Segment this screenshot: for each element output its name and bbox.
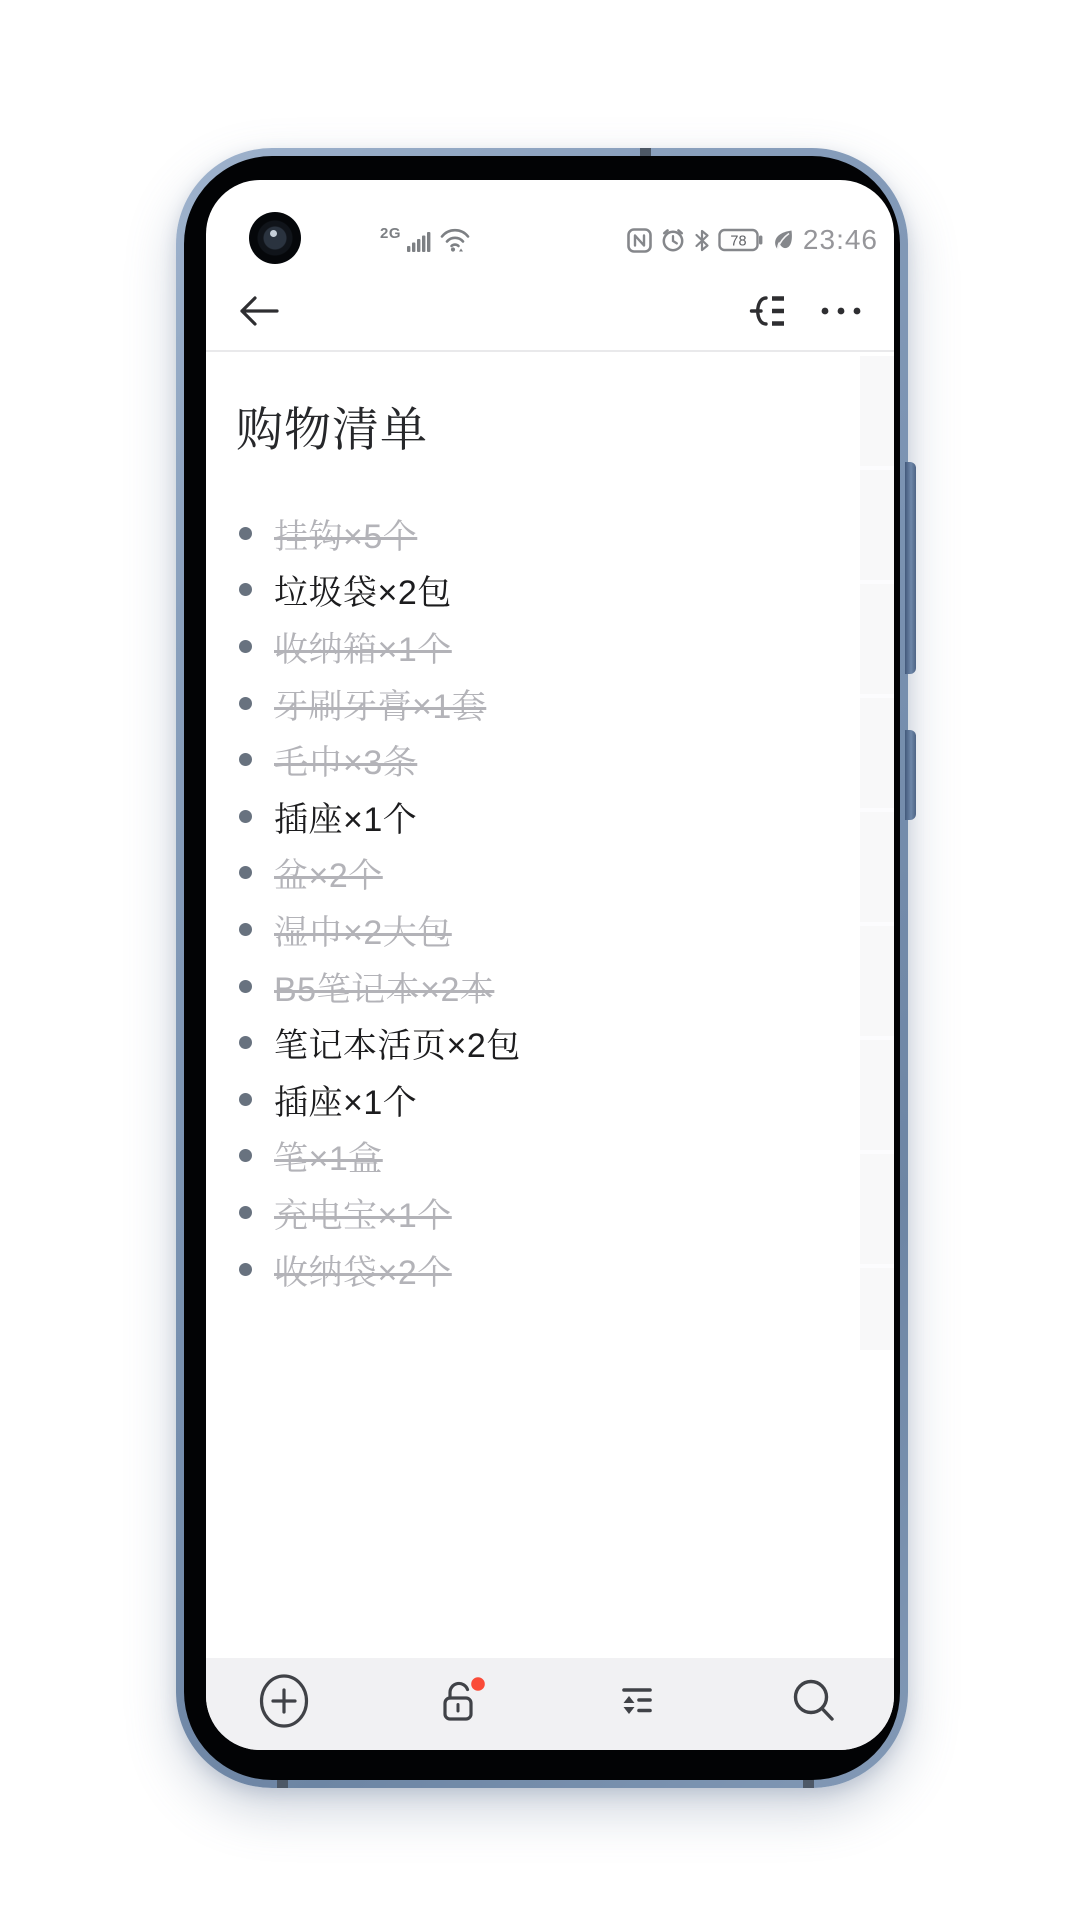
status-bar-left xyxy=(380,226,471,254)
bullet-icon xyxy=(239,1206,252,1219)
back-button[interactable] xyxy=(236,281,282,341)
checklist-outline-icon xyxy=(748,293,788,329)
list-item[interactable] xyxy=(206,1014,894,1071)
search-button[interactable] xyxy=(786,1671,842,1731)
network-type-label: 2G xyxy=(380,225,402,242)
list-item-text: 牙刷牙膏×1套 xyxy=(274,687,487,726)
bluetooth-icon xyxy=(694,228,710,253)
clock-text: 23:46 xyxy=(802,224,878,255)
status-bar-right xyxy=(627,224,878,256)
bullet-icon xyxy=(239,1149,252,1162)
list-item-text: 插座×1个 xyxy=(274,800,418,839)
bullet-icon xyxy=(239,527,252,540)
search-icon xyxy=(790,1677,838,1725)
unlock-icon xyxy=(436,1676,486,1726)
bullet-icon xyxy=(239,1263,252,1276)
list-item[interactable] xyxy=(206,675,894,732)
list-item[interactable] xyxy=(206,958,894,1015)
wifi-icon xyxy=(439,226,471,254)
list-item-text: 毛巾×3条 xyxy=(274,744,418,783)
bullet-icon xyxy=(239,1093,252,1106)
list-item[interactable] xyxy=(206,845,894,902)
list-item-text: 收纳袋×2个 xyxy=(274,1253,452,1292)
bullet-icon xyxy=(239,980,252,993)
phone-screen xyxy=(206,180,894,1750)
bullet-icon xyxy=(239,866,252,879)
list-item-text: 盆×2个 xyxy=(274,857,383,896)
bullet-icon xyxy=(239,810,252,823)
phone-frame xyxy=(176,148,908,1788)
list-item[interactable] xyxy=(206,788,894,845)
list-item-text: 挂钩×5个 xyxy=(274,517,418,556)
battery-icon xyxy=(718,227,763,253)
list-item-text: 笔×1盒 xyxy=(274,1140,383,1179)
list-item-text: 插座×1个 xyxy=(274,1083,418,1122)
front-camera xyxy=(249,212,301,264)
nfc-icon xyxy=(627,228,652,253)
list-item[interactable] xyxy=(206,731,894,788)
volume-button xyxy=(905,462,916,674)
more-options-button[interactable] xyxy=(818,281,864,341)
list-item-text: 充电宝×1个 xyxy=(274,1196,452,1235)
add-icon xyxy=(258,1672,310,1730)
list-item-text: 收纳箱×1个 xyxy=(274,630,452,669)
note-list xyxy=(206,505,894,1297)
list-item[interactable] xyxy=(206,1071,894,1128)
bullet-icon xyxy=(239,583,252,596)
bullet-icon xyxy=(239,640,252,653)
list-item[interactable] xyxy=(206,505,894,562)
list-item-text: B5笔记本×2本 xyxy=(274,970,495,1009)
list-item[interactable] xyxy=(206,1128,894,1185)
more-icon xyxy=(819,306,863,316)
battery-percent-text: 78 xyxy=(730,233,747,250)
list-item[interactable] xyxy=(206,901,894,958)
lock-button[interactable] xyxy=(433,1671,489,1731)
list-item[interactable] xyxy=(206,1241,894,1298)
signal-bars-icon xyxy=(407,228,433,254)
phone-bezel xyxy=(184,156,900,1780)
power-button xyxy=(905,730,916,820)
list-item-text: 垃圾袋×2包 xyxy=(274,574,452,613)
list-item-text: 湿巾×2大包 xyxy=(274,913,452,952)
back-arrow-icon xyxy=(237,293,281,329)
notification-dot xyxy=(471,1677,485,1691)
bullet-icon xyxy=(239,923,252,936)
eco-leaf-icon xyxy=(771,228,795,252)
bullet-icon xyxy=(239,753,252,766)
list-item-text: 笔记本活页×2包 xyxy=(274,1027,521,1066)
list-item[interactable] xyxy=(206,1184,894,1241)
checklist-mode-button[interactable] xyxy=(746,281,790,341)
bottom-toolbar xyxy=(206,1658,894,1750)
nav-divider xyxy=(206,350,894,352)
list-item[interactable] xyxy=(206,618,894,675)
list-item[interactable] xyxy=(206,562,894,619)
sort-icon xyxy=(617,1683,657,1719)
alarm-icon xyxy=(660,227,686,253)
add-button[interactable] xyxy=(256,1671,312,1731)
nav-bar xyxy=(206,276,894,346)
note-title[interactable]: 购物清单 xyxy=(236,403,428,456)
bullet-icon xyxy=(239,697,252,710)
sort-button[interactable] xyxy=(609,1671,665,1731)
bullet-icon xyxy=(239,1036,252,1049)
